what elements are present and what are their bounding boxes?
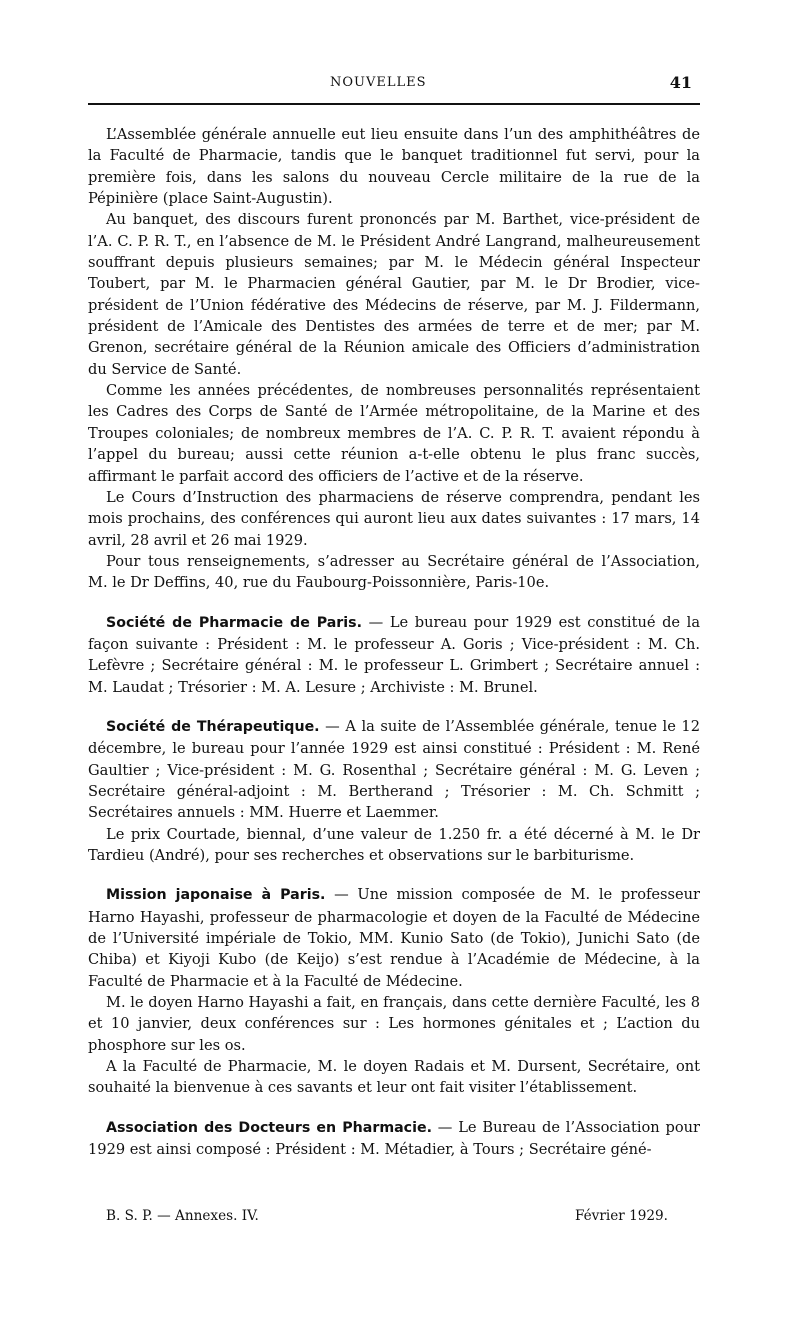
page-number: 41 bbox=[669, 73, 692, 92]
paragraph: Comme les années précédentes, de nombreuses personnalités représentaient les Cadres des Corps de Santé de l’Armée métropolitaine, de la Marine et des Troupes coloniales; de nombreux membres de l’A. C. P. R. T. avaient répondu à l’appel du bureau; aussi cette réunion a-t-elle obtenu le plus franc succès, affirmant le parfait accord des officiers de l’active et de la réserve. bbox=[88, 382, 700, 485]
paragraph: M. le doyen Harno Hayashi a fait, en français, dans cette dernière Faculté, les 8 et 10 janvier, deux conférences sur : Les hormones génitales et ; L’action du phosphore sur les os. bbox=[88, 994, 700, 1054]
section-title: Association des Docteurs en Pharmacie. bbox=[106, 1119, 432, 1136]
section-text: — A la suite de l’Assemblée générale, tenue le 12 décembre, le bureau pour l’année 1929 est ainsi constitué : Président : M. René Gaultier ; Vice-président : M. G. Rosenthal ; Secrétaire général : M. G. Leven ; Secrétaire général-adjoint : M. Bertherand ; Trésorier : M. Ch. Schmitt ; Secrétaires annuels : MM. Huerre et Laemmer. bbox=[88, 717, 701, 822]
footer-journal: B. S. P. — Annexes. IV. bbox=[106, 1208, 259, 1224]
footer-date: Février 1929. bbox=[574, 1208, 668, 1224]
section-societe-therapeutique bbox=[88, 716, 700, 824]
paragraph: Au banquet, des discours furent prononcés par M. Barthet, vice-président de l’A. C. P. R. T., en l’absence de M. le Président André Langrand, malheureusement souffrant depuis plusieurs semaines; par M. le Médecin général Inspecteur Toubert, par M. le Pharmacien général Gautier, par M. le Dr Brodier, vice-président de l’Union fédérative des Médecins de réserve, par M. J. Fildermann, président de l’Amicale des Dentistes des armées de terre et de mer; par M. Grenon, secrétaire général de la Réunion amicale des Officiers d’administration du Service de Santé. bbox=[88, 211, 700, 378]
section-title: Mission japonaise à Paris. bbox=[106, 887, 326, 904]
section-text: — Une mission composée de M. le professeur Harno Hayashi, professeur de pharmacologie et doyen de la Faculté de Médecine de l’Université impériale de Tokio, MM. Kunio Sato (de Tokio), Junichi Sato (de Chiba) et Kiyoji Kubo (de Keijo) s’est rendue à l’Académie de Médecine, à la Faculté de Pharmacie et à la Faculté de Médecine. bbox=[88, 886, 701, 990]
paragraph: L’Assemblée générale annuelle eut lieu ensuite dans l’un des amphithéâtres de la Faculté de Pharmacie, tandis que le banquet traditionnel fut servi, pour la première fois, dans les salons du nouveau Cercle militaire de la rue de la Pépinière (place Saint-Augustin). bbox=[88, 126, 700, 208]
header-rule bbox=[88, 103, 700, 105]
paragraph: Le prix Courtade, biennal, d’une valeur de 1.250 fr. a été décerné à M. le Dr Tardieu (André), pour ses recherches et observations sur le barbiturisme. bbox=[88, 825, 700, 864]
section-mission-japonaise bbox=[88, 884, 700, 992]
running-header bbox=[88, 73, 700, 95]
paragraph: A la Faculté de Pharmacie, M. le doyen Radais et M. Dursent, Secrétaire, ont souhaité la bienvenue à ces savants et leur ont fait visiter l’établissement. bbox=[88, 1058, 700, 1097]
section-societe-pharmacie bbox=[88, 612, 700, 698]
header-title: NOUVELLES bbox=[330, 75, 427, 90]
section-text: — Le Bureau de l’Association pour 1929 est ainsi composé : Président : M. Métadier, à Tours ; Secrétaire géné- bbox=[88, 1118, 700, 1159]
section-title: Société de Pharmacie de Paris. bbox=[106, 614, 363, 631]
section-title: Société de Thérapeutique. bbox=[106, 718, 320, 735]
section-association-docteurs bbox=[88, 1117, 700, 1161]
paragraph: Le Cours d’Instruction des pharmaciens de réserve comprendra, pendant les mois prochains, des conférences qui auront lieu aux dates suivantes : 17 mars, 14 avril, 28 avril et 26 mai 1929. bbox=[88, 488, 700, 549]
paragraph: Pour tous renseignements, s’adresser au Secrétaire général de l’Association, M. le Dr Deffins, 40, rue du Faubourg-Poissonnière, Paris-10e. bbox=[88, 552, 700, 592]
article-body bbox=[88, 124, 700, 1160]
section-text: — Le bureau pour 1929 est constitué de la façon suivante : Président : M. le professeur A. Goris ; Vice-président : M. Ch. Lefèvre ; Secrétaire général : M. le professeur L. Grimbert ; Secrétaire annuel : M. Laudat ; Trésorier : M. A. Lesure ; Archiviste : M. Brunel. bbox=[88, 613, 701, 696]
